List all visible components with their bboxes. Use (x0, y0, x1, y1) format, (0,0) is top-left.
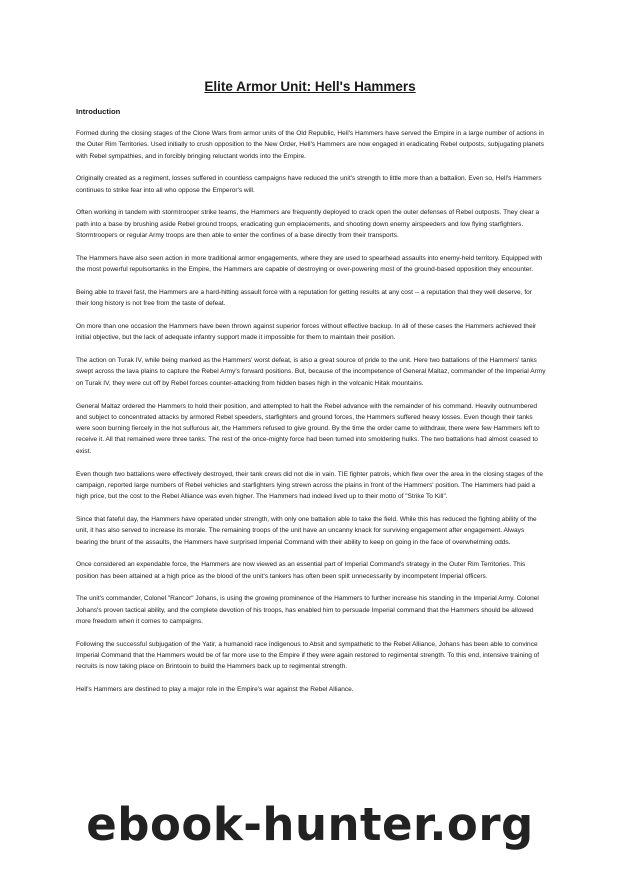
paragraph: The Hammers have also seen action in more traditional armor engagements, where they are used to spearhead assaults into enemy-held territory. Equipped with the most powerful repulsortanks in the Empire, the Hammers are capable of destroying or over-powering most of the ground-based opposition they encounter. (76, 254, 543, 274)
paragraph: The action on Turak IV, while being marked as the Hammers' worst defeat, is also a great source of pride to the unit. Here two battalions of the Hammers' tanks swept across the lava plains to capture the Rebel Army's forward positions. But, because of the incompetence of General Maltaz, commander of the Imperial Army on Turak IV, they were cut off by Rebel forces counter-attacking from hidden bases high in the volcanic Hitak mountains. (76, 357, 546, 387)
paragraph: Hell's Hammers are destined to play a major role in the Empire's war against the Rebel Alliance. (76, 686, 354, 694)
paragraph: Once considered an expendable force, the Hammers are now viewed as an essential part of Imperial Command's strategy in the Outer Rim Territories. This position has been attained at a high price as the blood of the unit's tankers has often been spilt unnecessarily by incompetent Imperial officers. (76, 561, 526, 580)
paragraph: Even though two battalions were effectively destroyed, their tank crews did not die in vain. TIE fighter patrols, which flew over the area in the closing stages of the campaign, reported large numbers of Rebel vehicles and starfighters lying strewn across the plains in front of the Hammers' position. The Hammers had paid a high price, but the cost to the Rebel Alliance was even higher. The Hammers had indeed lived up to their motto of "Strike To Kill". (76, 470, 544, 501)
document-title: Elite Armor Unit: Hell's Hammers (204, 79, 416, 94)
paragraph: On more than one occasion the Hammers have been thrown against superior forces without effective backup. In all of these cases the Hammers achieved their initial objective, but the lack of adequate infantry support made it impossible for them to maintain their position. (76, 323, 537, 342)
watermark: ebook-hunter.org (86, 798, 534, 851)
paragraph: Following the successful subjugation of the Yatir, a humanoid race indigenous to Absit and sympathetic to the Rebel Alliance, Johans has been able to convince Imperial Command that the Hammers would be of far more use to the Empire if they were again restored to regimental strength. To this end, intensive training of recruits is now taking place on Brintooin to build the Hammers back up to regimental strength. (76, 640, 540, 671)
document-body (76, 128, 546, 707)
paragraph: Formed during the closing stages of the Clone Wars from armor units of the Old Republic, Hell's Hammers have served the Empire in a large number of actions in the Outer Rim Territories. Used initially to crush opposition to the New Order, Hell's Hammers are now engaged in eradicating Rebel outposts, subjugating planets with Rebel sympathies, and in forcibly bringing reluctant worlds into the Empire. (76, 130, 545, 160)
paragraph: Originally created as a regiment, losses suffered in countless campaigns have reduced the unit's strength to little more than a battalion. Even so, Hell's Hammers continues to strike fear into all who oppose the Emperor's will. (76, 175, 542, 194)
paragraph: Being able to travel fast, the Hammers are a hard-hitting assault force with a reputation for getting results at any cost -- a reputation that they well deserve, for their long history is not free from the taste of defeat. (76, 288, 532, 308)
paragraph: The unit's commander, Colonel "Rancor" Johans, is using the growing prominence of the Hammers to further increase his standing in the Imperial Army. Colonel Johans's proven tactical ability, and the complete devotion of his troops, has enabled him to persuade Imperial command that the Hammers should be allowed more freedom when it comes to campaigns. (76, 595, 539, 625)
paragraph: General Maltaz ordered the Hammers to hold their position, and attempted to halt the Rebel advance with the remainder of his command. Heavily outnumbered and subject to concentrated attacks by armored Rebel speeders, starfighters and ground forces, the Hammers suffered heavy losses. Even though their tanks were soon burning fiercely in the hot sulfurous air, the Hammers refused to give ground. By the time the order came to withdraw, there were few Hammers left to receive it. All that remained were three tanks. The rest of the once-mighty force had been turned into smoldering hulks. The two battalions had almost ceased to exist. (76, 402, 540, 455)
section-heading: Introduction (76, 107, 121, 116)
paragraph: Often working in tandem with stormtrooper strike teams, the Hammers are frequently deployed to crack open the outer defenses of Rebel outposts. They clear a path into a base by brushing aside Rebel ground troops, eradicating gun emplacements, and shooting down enemy airspeeders and low flying starfighters. Stormtroopers or regular Army troops are then able to enter the confines of a base directly from their transports. (76, 209, 540, 240)
paragraph: Since that fateful day, the Hammers have operated under strength, with only one battalion able to take the field. While this has reduced the fighting ability of the unit, it has also served to increase its morale. The remaining troops of the unit have an uncanny knack for surviving engagement after engagement. Always bearing the brunt of the assaults, the Hammers have surprised Imperial Command with their ability to keep on going in the face of overwhelming odds. (76, 515, 537, 546)
